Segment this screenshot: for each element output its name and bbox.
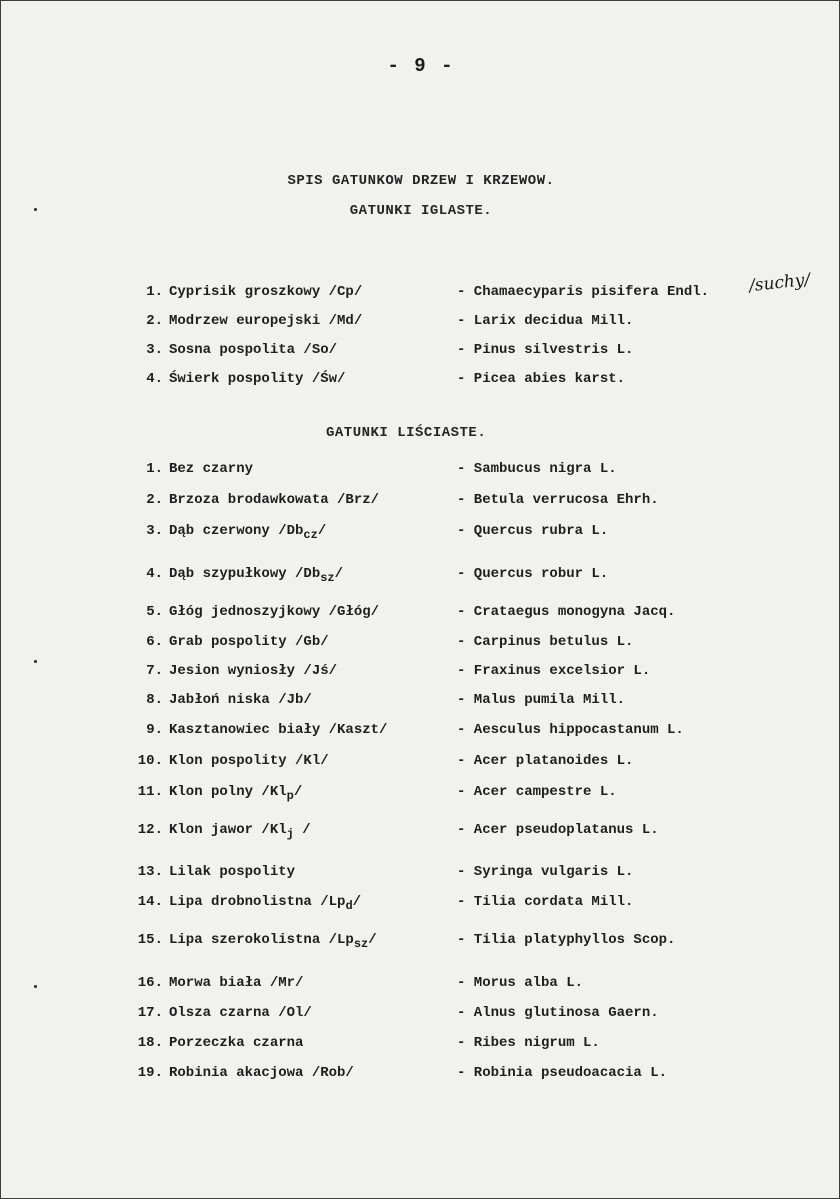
abbreviation-subscript: d [345, 898, 353, 913]
latin-name: - Tilia platyphyllos Scop. [457, 932, 676, 948]
polish-name: Dąb szypułkowy $/Db_{sz}/$ [169, 566, 344, 585]
latin-name: - Picea abies karst. [457, 371, 626, 387]
species-row [1, 371, 840, 393]
latin-name: - Carpinus betulus L. [457, 634, 634, 650]
latin-name: - Larix decidua Mill. [457, 313, 634, 329]
paper-speck [34, 208, 37, 211]
species-row [1, 461, 840, 483]
document-title: SPIS GATUNKOW DRZEW I KRZEWOW. [287, 173, 555, 189]
species-number: 17. [137, 1005, 163, 1021]
species-number: 8. [146, 692, 163, 708]
species-number: 5. [146, 604, 163, 620]
conifers-heading: GATUNKI IGLASTE. [349, 203, 493, 219]
species-row [1, 722, 840, 744]
species-number: 12. [137, 822, 163, 838]
latin-name: - Alnus glutinosa Gaern. [457, 1005, 659, 1021]
species-number: 9. [146, 722, 163, 738]
species-number: 2. [146, 492, 163, 508]
latin-name: - Aesculus hippocastanum L. [457, 722, 684, 738]
polish-name: Lilak pospolity [169, 864, 296, 880]
polish-name: Lipa szerokolistna $/Lp_{sz}/$ [169, 932, 377, 951]
species-row [1, 492, 840, 514]
species-number: 1. [146, 284, 163, 300]
polish-name: Sosna pospolita /So/ [169, 342, 338, 358]
page-number: - 9 - [387, 55, 455, 77]
polish-name: Głóg jednoszyjkowy /Głóg/ [169, 604, 380, 620]
species-row [1, 342, 840, 364]
abbreviation-subscript: sz [353, 936, 369, 951]
species-row [1, 822, 840, 844]
species-number: 3. [146, 523, 163, 539]
polish-name: Klon jawor $/Kl_j$ / [169, 822, 311, 841]
latin-name: - Acer pseudoplatanus L. [457, 822, 659, 838]
latin-name: - Syringa vulgaris L. [457, 864, 634, 880]
species-row [1, 663, 840, 685]
abbreviation-subscript: sz [320, 570, 335, 585]
latin-name: - Malus pumila Mill. [457, 692, 626, 708]
species-number: 14. [137, 894, 163, 910]
latin-name: - Fraxinus excelsior L. [457, 663, 651, 679]
species-row [1, 932, 840, 954]
polish-name: Porzeczka czarna [169, 1035, 304, 1051]
species-number: 3. [146, 342, 163, 358]
species-row [1, 1005, 840, 1027]
polish-name: Bez czarny [169, 461, 254, 477]
species-number: 2. [146, 313, 163, 329]
abbreviation-subscript: cz [303, 527, 318, 542]
species-number: 4. [146, 566, 163, 582]
species-row [1, 523, 840, 545]
latin-name: - Quercus rubra L. [457, 523, 609, 539]
polish-name: Olsza czarna /Ol/ [169, 1005, 312, 1021]
species-number: 4. [146, 371, 163, 387]
polish-name: Jesion wyniosły /Jś/ [169, 663, 338, 679]
latin-name: - Tilia cordata Mill. [457, 894, 634, 910]
species-number: 10. [137, 753, 163, 769]
polish-name: Dąb czerwony $/Db_{cz}/$ [169, 523, 327, 542]
species-number: 13. [137, 864, 163, 880]
latin-name: - Betula verrucosa Ehrh. [457, 492, 659, 508]
polish-name: Świerk pospolity /Św/ [169, 371, 346, 387]
species-number: 16. [137, 975, 163, 991]
species-row [1, 975, 840, 997]
species-number: 1. [146, 461, 163, 477]
latin-name: - Acer campestre L. [457, 784, 617, 800]
polish-name: Grab pospolity /Gb/ [169, 634, 329, 650]
latin-name: - Pinus silvestris L. [457, 342, 634, 358]
species-row [1, 634, 840, 656]
latin-name: - Chamaecyparis pisifera Endl. [457, 284, 710, 300]
species-number: 6. [146, 634, 163, 650]
species-number: 19. [137, 1065, 163, 1081]
deciduous-heading: GATUNKI LIŚCIASTE. [326, 425, 487, 441]
paper-speck [34, 985, 37, 988]
species-number: 7. [146, 663, 163, 679]
species-number: 18. [137, 1035, 163, 1051]
polish-name: Morwa biała /Mr/ [169, 975, 304, 991]
species-row [1, 784, 840, 806]
polish-name: Robinia akacjowa /Rob/ [169, 1065, 354, 1081]
species-row [1, 1065, 840, 1087]
polish-name: Jabłoń niska /Jb/ [169, 692, 312, 708]
species-row [1, 566, 840, 588]
species-row [1, 284, 840, 306]
latin-name: - Acer platanoides L. [457, 753, 634, 769]
latin-name: - Robinia pseudoacacia L. [457, 1065, 668, 1081]
polish-name: Cyprisik groszkowy /Cp/ [169, 284, 363, 300]
polish-name: Brzoza brodawkowata /Brz/ [169, 492, 380, 508]
abbreviation-subscript: j [286, 826, 294, 841]
polish-name: Kasztanowiec biały /Kaszt/ [169, 722, 388, 738]
polish-name: Klon polny $/Kl_p/$ [169, 784, 303, 803]
latin-name: - Morus alba L. [457, 975, 584, 991]
species-number: 11. [137, 784, 163, 800]
species-row [1, 1035, 840, 1057]
abbreviation-subscript: p [286, 788, 294, 803]
polish-name: Klon pospolity /Kl/ [169, 753, 329, 769]
species-row [1, 864, 840, 886]
latin-name: - Crataegus monogyna Jacq. [457, 604, 676, 620]
paper-speck [34, 660, 37, 663]
latin-name: - Quercus robur L. [457, 566, 609, 582]
species-row [1, 313, 840, 335]
latin-name: - Sambucus nigra L. [457, 461, 617, 477]
handwritten-note: /suchy/ [748, 269, 812, 297]
polish-name: Modrzew europejski /Md/ [169, 313, 363, 329]
species-row [1, 753, 840, 775]
species-number: 15. [137, 932, 163, 948]
polish-name: Lipa drobnolistna $/Lp_d/$ [169, 894, 362, 913]
species-row [1, 692, 840, 714]
latin-name: - Ribes nigrum L. [457, 1035, 600, 1051]
species-row [1, 894, 840, 916]
species-row [1, 604, 840, 626]
